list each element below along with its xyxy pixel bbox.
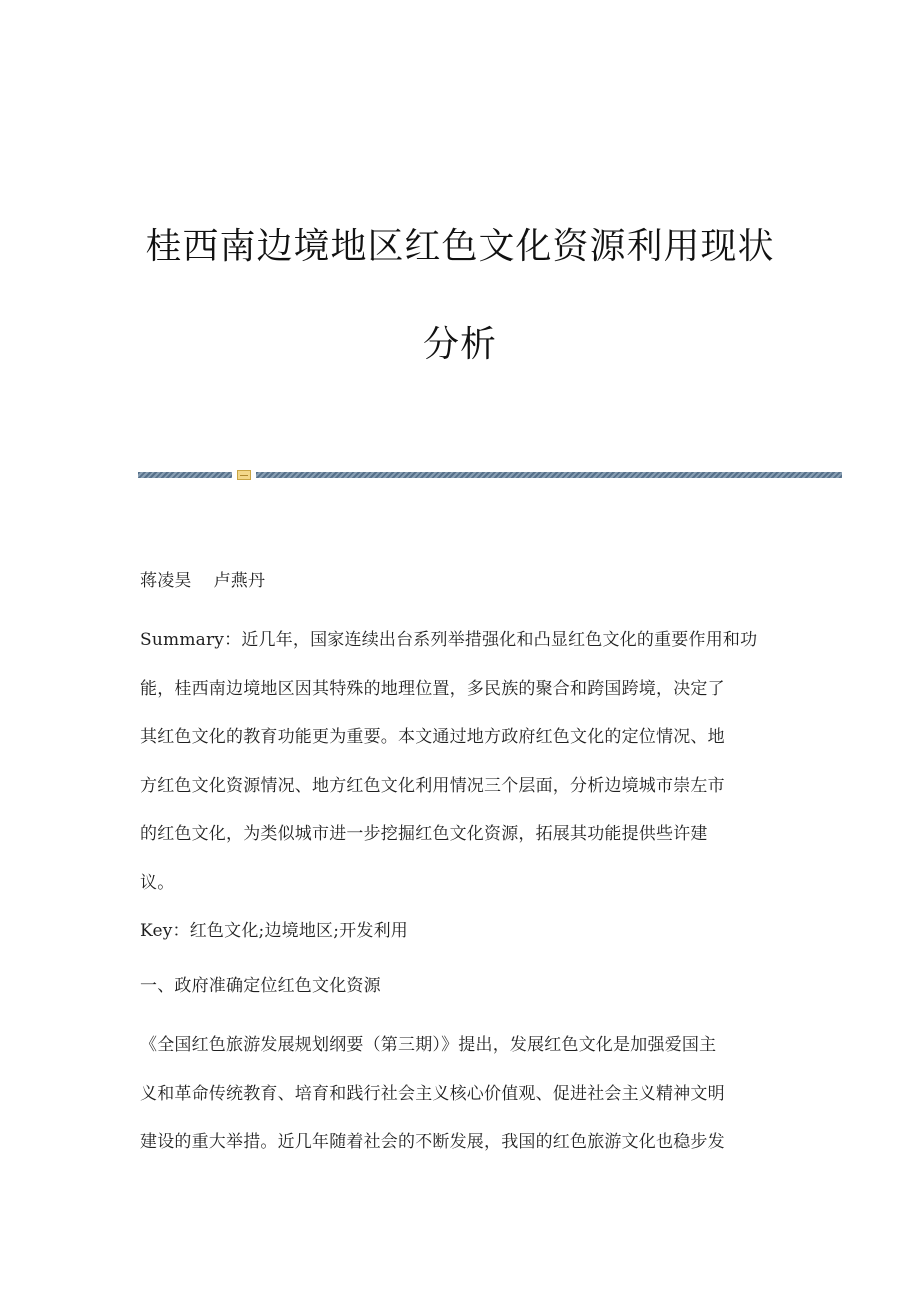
body-line: 建设的重大举措。近几年随着社会的不断发展，我国的红色旅游文化也稳步发 [140,1132,725,1152]
divider-bar-right [256,472,842,478]
document-title-line-2: 分析 [422,324,497,365]
author-name: 卢燕丹 [213,571,266,591]
document-title-line-1: 桂西南边境地区红色文化资源利用现状 [145,226,775,267]
author-name: 蒋凌昊 [140,571,192,591]
summary-paragraph [140,616,790,907]
keywords-line [140,913,790,949]
keywords-label: Key： [140,921,190,941]
summary-line: 其红色文化的教育功能更为重要。本文通过地方政府红色文化的定位情况、地 [140,727,725,747]
summary-line: 议。 [140,872,175,893]
summary-line: 能，桂西南边境地区因其特殊的地理位置，多民族的聚合和跨国跨境，决定了 [140,678,725,699]
title-divider [138,470,842,479]
summary-line: 的红色文化，为类似城市进一步挖掘红色文化资源，拓展其功能提供些许建 [140,824,708,844]
divider-bar-left [138,472,232,478]
body-line: 《全国红色旅游发展规划纲要（第三期）》提出，发展红色文化是加强爱国主 [140,1035,717,1055]
summary-line: 方红色文化资源情况、地方红色文化利用情况三个层面，分析边境城市崇左市 [140,775,725,796]
authors-line [140,563,790,599]
summary-line: Summary：近几年，国家连续出台系列举措强化和凸显红色文化的重要作用和功 [140,630,758,650]
body-line: 义和革命传统教育、培育和践行社会主义核心价值观、促进社会主义精神文明 [140,1083,725,1104]
body-paragraph [140,1021,790,1167]
summary-label: Summary： [140,630,242,650]
envelope-icon [237,470,251,480]
keywords-value: 红色文化;边境地区;开发利用 [189,921,408,941]
section-heading: 一、政府准确定位红色文化资源 [140,976,381,996]
